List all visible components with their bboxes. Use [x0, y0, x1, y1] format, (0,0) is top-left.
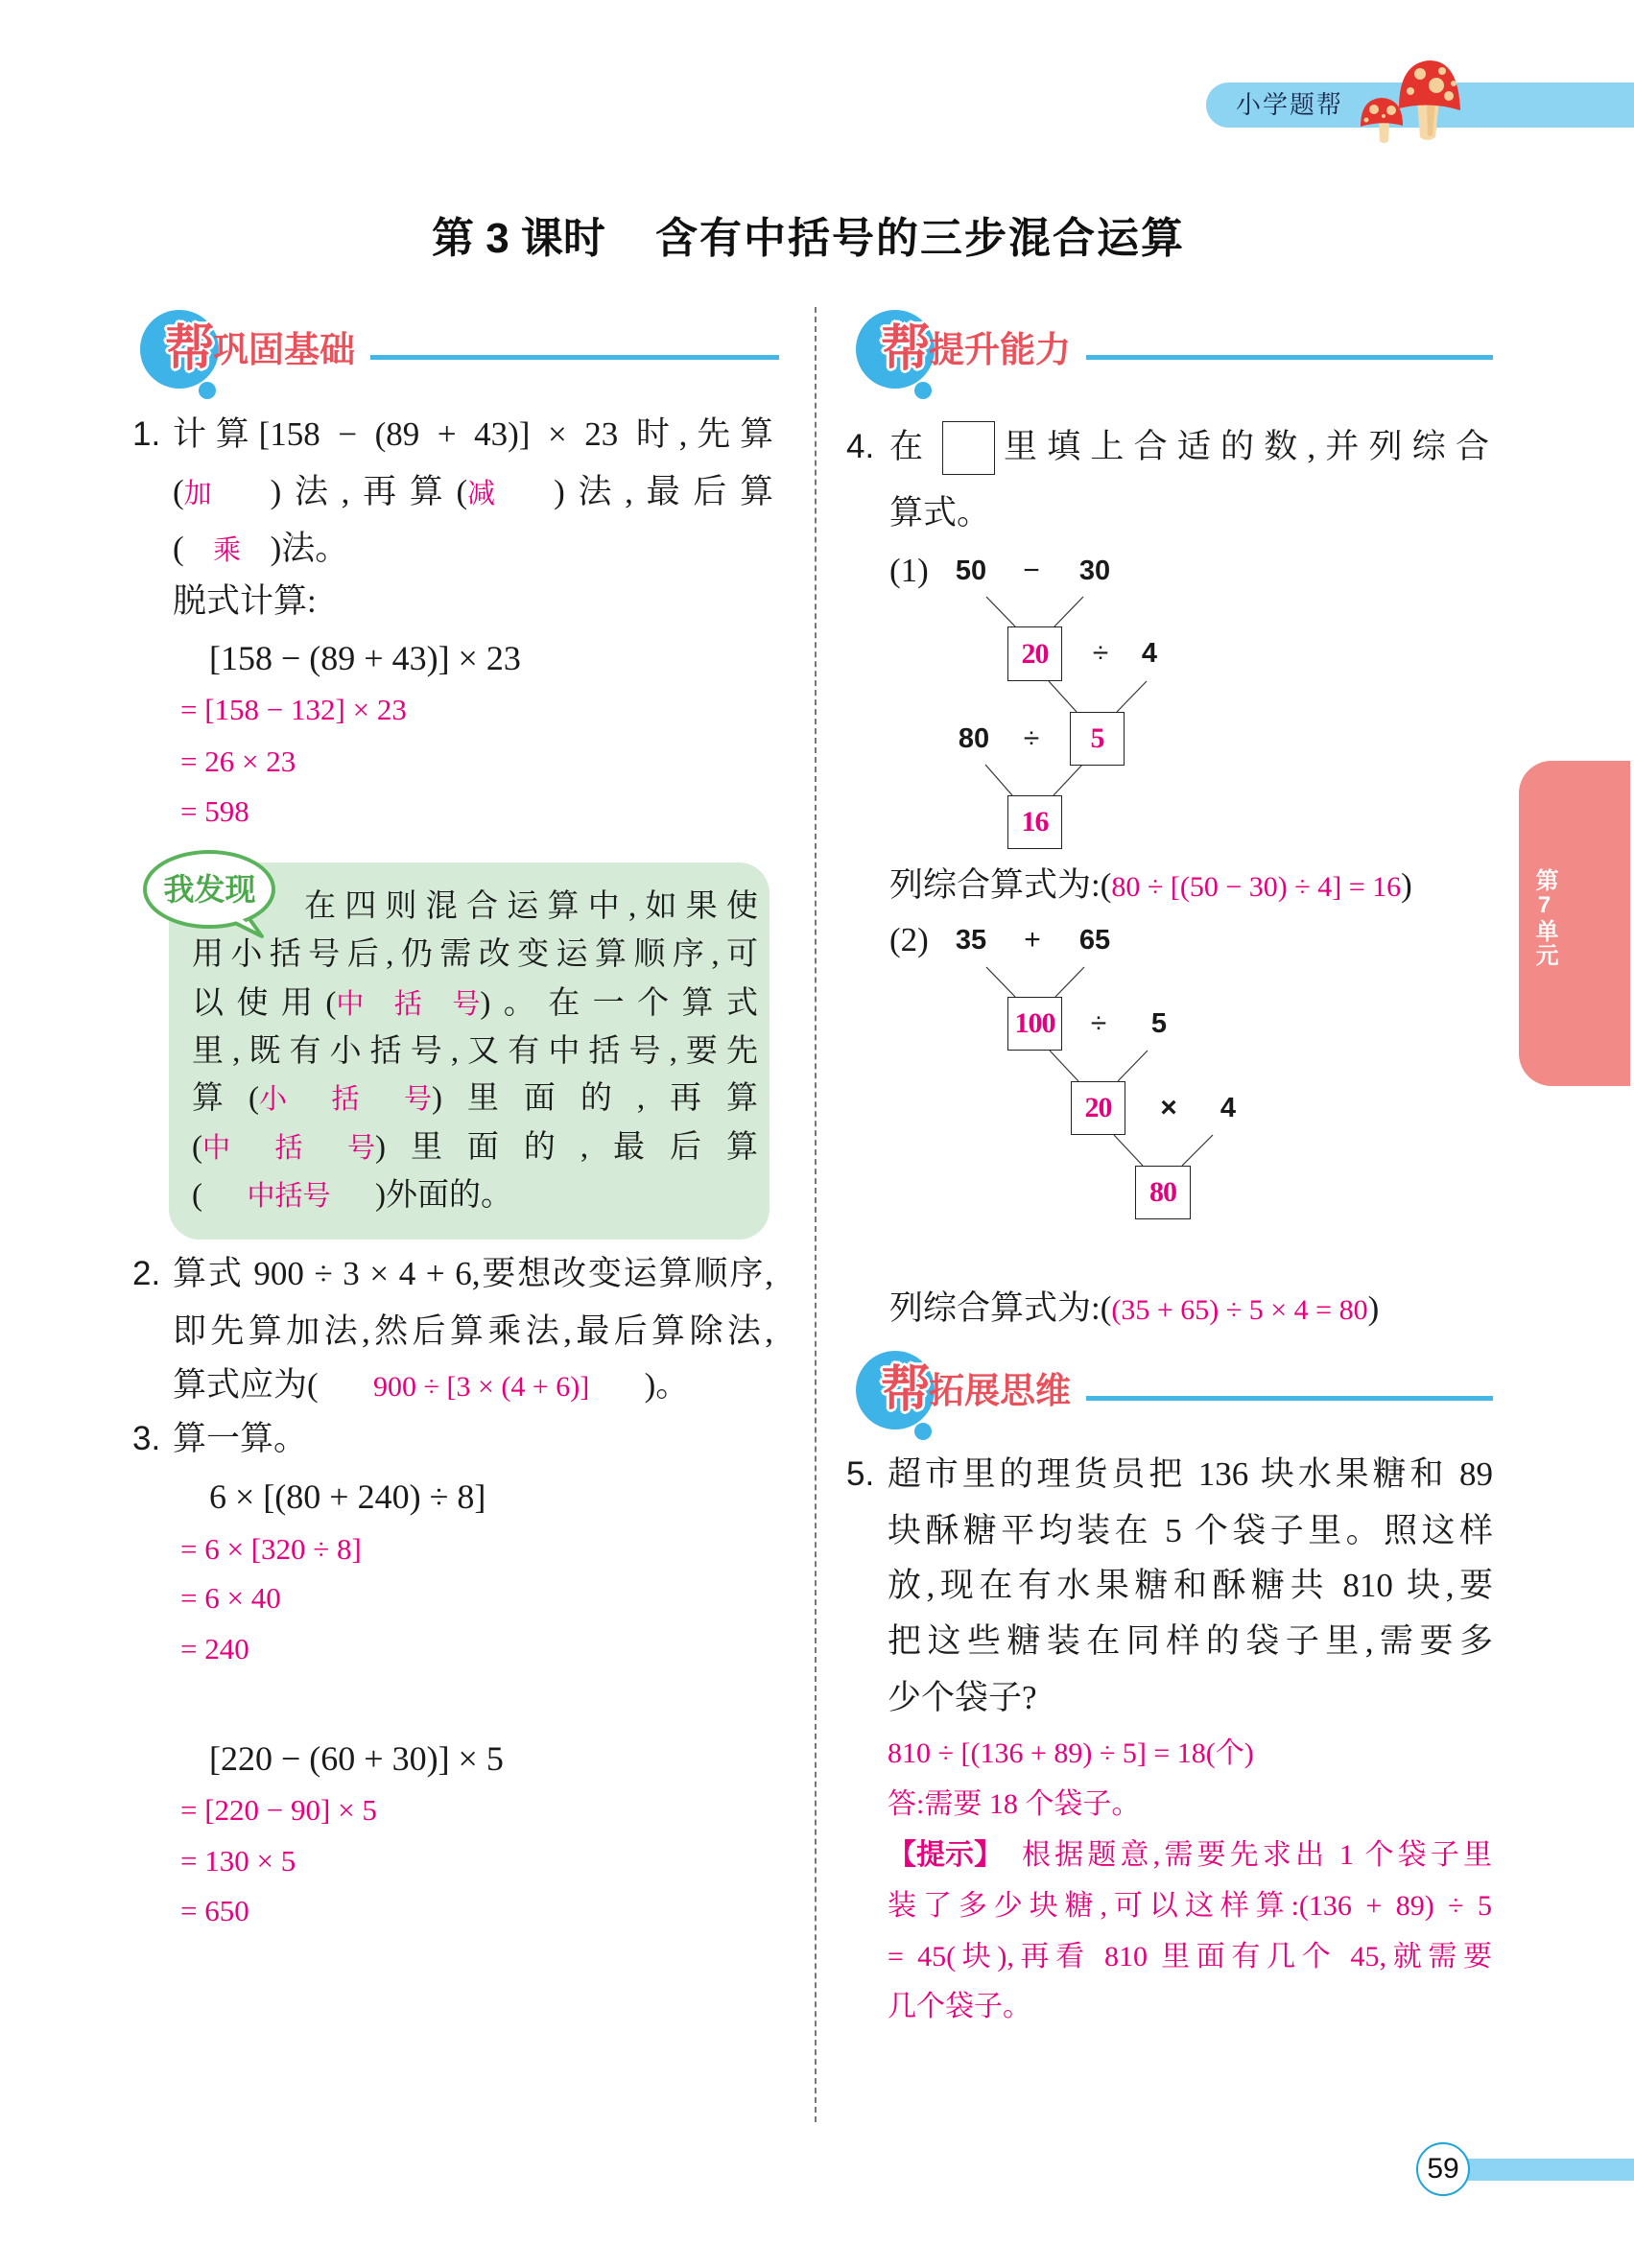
q4-part1-label: (1) [889, 552, 929, 589]
q3-step: = 6 × 40 [180, 1581, 281, 1615]
discovery-text: )里面的,最后算 [375, 1130, 758, 1165]
q3-title: 算一算。 [173, 1420, 308, 1457]
result-label: 列综合算式为:( [889, 866, 1112, 904]
q1-label: 脱式计算: [173, 582, 317, 620]
q5-hint-label: 【提示】 [888, 1839, 1003, 1871]
operand: 4 [1141, 638, 1158, 669]
q4-part1-result [889, 863, 1412, 908]
answer-box: 20 [1071, 1081, 1125, 1135]
q1-answer-multiply: 乘 [213, 535, 242, 566]
discovery-badge: 我发现 [163, 872, 256, 907]
section-title: 提升能力 [929, 330, 1071, 369]
q2-number: 2. [132, 1255, 161, 1292]
discovery-answer: 中括号 [336, 989, 481, 1020]
operand: 50 [955, 555, 987, 586]
answer-box: 100 [1007, 997, 1062, 1051]
q5-hint-line: 几个袋子。 [888, 1991, 1031, 2022]
q4-part2-result [889, 1287, 1379, 1331]
column-divider [815, 307, 817, 2122]
q3-step: = 240 [180, 1632, 249, 1666]
discovery-text: )里面的,再算 [431, 1081, 758, 1116]
q2-line3 [173, 1363, 689, 1407]
operator-divide: ÷ [1092, 637, 1109, 669]
section-rule [370, 355, 779, 360]
q1-line3 [173, 527, 348, 571]
result-answer: 80 ÷ [(50 − 30) ÷ 4] = 16 [1111, 871, 1402, 903]
discovery-line: 在四则混合运算中,如果使 [304, 889, 758, 924]
discovery-answer: 中括号 [247, 1181, 331, 1212]
discovery-line: 用小括号后,仍需改变运算顺序,可 [192, 937, 758, 972]
operator-divide: ÷ [1090, 1007, 1107, 1039]
q4-number: 4. [846, 428, 875, 465]
q2-line2: 即先算加法,然后算乘法,最后算除法, [173, 1312, 773, 1350]
operand: 80 [958, 723, 990, 754]
operator-divide: ÷ [1023, 722, 1040, 754]
discovery-text: ( [192, 1178, 202, 1213]
q1-answer-subtract: 减 [467, 479, 496, 509]
q5-hint-line: 装了多少块糖,可以这样算:(136 + 89) ÷ 5 [888, 1890, 1492, 1922]
operator-plus: + [1024, 924, 1041, 956]
section-badge: 帮 [881, 321, 932, 377]
answer-box: 20 [1007, 626, 1062, 681]
discovery-text: )外面的。 [375, 1178, 512, 1213]
section-header-basics [140, 310, 793, 402]
operand: 5 [1150, 1008, 1168, 1039]
q1-text: ( [173, 473, 184, 510]
q2-text: )。 [644, 1366, 690, 1404]
q1-text: )法。 [270, 530, 349, 567]
q5-line: 块酥糖平均装在 5 个袋子里。照这样 [888, 1512, 1493, 1549]
q1-line2 [173, 470, 773, 514]
discovery-text: 算( [192, 1081, 259, 1116]
result-close: ) [1367, 1289, 1380, 1327]
operator-multiply: × [1160, 1092, 1177, 1123]
mushroom-icon [1343, 53, 1478, 149]
q1-step: = 598 [180, 794, 249, 828]
result-close: ) [1401, 866, 1412, 904]
q5-line: 少个袋子? [888, 1679, 1037, 1716]
section-header-extend [856, 1351, 1508, 1443]
operand: 35 [955, 925, 987, 956]
q4-prompt-line2: 算式。 [889, 494, 991, 532]
page-number-bar [1458, 2159, 1634, 2181]
q2-line1: 算式 900 ÷ 3 × 4 + 6,要想改变运算顺序, [173, 1255, 773, 1292]
q5-line: 把这些糖装在同样的袋子里,需要多 [888, 1622, 1493, 1660]
discovery-line [192, 981, 758, 1026]
discovery-line: 里,既有小括号,又有中括号,要先 [192, 1034, 758, 1069]
discovery-answer: 中括号 [202, 1133, 375, 1164]
q3-step: = 6 × [320 ÷ 8] [180, 1532, 362, 1566]
q1-expression: [158 − (89 + 43)] × 23 [209, 639, 521, 677]
q5-hint-line: = 45(块),再看 810 里面有几个 45,就需要 [888, 1941, 1492, 1973]
q5-reply: 答:需要 18 个袋子。 [888, 1788, 1141, 1820]
q1-step: = 26 × 23 [180, 744, 296, 778]
q5-line: 放,现在有水果糖和酥糖共 810 块,要 [888, 1567, 1493, 1604]
page-number: 59 [1416, 2142, 1470, 2196]
q3-step: = 130 × 5 [180, 1844, 296, 1878]
lesson-number: 第 3 课时 [432, 215, 605, 262]
unit-tab-label: 第7单元 [1531, 868, 1557, 967]
discovery-text: )。在一个算式 [480, 986, 758, 1021]
q3-expression: [220 − (60 + 30)] × 5 [209, 1739, 504, 1778]
operand: 65 [1078, 925, 1111, 956]
section-badge: 帮 [881, 1362, 932, 1418]
answer-box: 16 [1007, 795, 1062, 849]
result-label: 列综合算式为:( [889, 1289, 1112, 1327]
q5-line: 超市里的理货员把 136 块水果糖和 89 [888, 1455, 1493, 1493]
discovery-text: 以使用( [192, 986, 337, 1021]
section-title: 巩固基础 [213, 330, 355, 369]
operand: 4 [1220, 1093, 1237, 1123]
q4-part2-label: (2) [889, 921, 929, 958]
q1-answer-add: 加 [183, 479, 212, 509]
page-title: 含有中括号的三步混合运算 [655, 215, 1185, 262]
discovery-line [192, 1173, 512, 1217]
q1-text: )法,再算( [270, 473, 468, 510]
result-answer: (35 + 65) ÷ 5 × 4 = 80 [1111, 1294, 1368, 1326]
section-title: 拓展思维 [929, 1371, 1071, 1410]
q5-hint-line: 根据题意,需要先求出 1 个袋子里 [1022, 1839, 1492, 1871]
section-badge: 帮 [165, 321, 216, 377]
unit-tab [1519, 761, 1630, 1086]
q4-blank-box [942, 421, 995, 475]
q3-step: = 650 [180, 1894, 249, 1927]
answer-box: 80 [1135, 1166, 1191, 1219]
q1-step: = [158 − 132] × 23 [180, 693, 407, 726]
q1-text: )法,最后算 [554, 473, 773, 510]
q4-prompt-post: 里填上合适的数,并列综合 [1004, 428, 1489, 465]
section-rule [1086, 1396, 1493, 1401]
discovery-line [192, 1076, 758, 1121]
discovery-line [192, 1125, 758, 1169]
q5-answer: 810 ÷ [(136 + 89) ÷ 5] = 18(个) [888, 1737, 1254, 1769]
operator-minus: − [1023, 555, 1040, 586]
section-rule [1086, 355, 1493, 360]
q2-answer: 900 ÷ [3 × (4 + 6)] [373, 1371, 590, 1403]
q3-expression: 6 × [(80 + 240) ÷ 8] [209, 1477, 486, 1516]
discovery-answer: 小括号 [258, 1084, 432, 1115]
discovery-text: ( [192, 1130, 202, 1165]
q1-text: ( [173, 530, 184, 567]
operand: 30 [1078, 555, 1111, 586]
section-header-improve [856, 310, 1508, 402]
q2-text: 算式应为( [173, 1366, 319, 1404]
q5-number: 5. [846, 1455, 875, 1493]
q3-number: 3. [132, 1420, 161, 1457]
brand-label: 小学题帮 [1236, 90, 1344, 119]
q1-number: 1. [132, 415, 161, 453]
q4-prompt-pre: 在 [889, 428, 924, 465]
answer-box: 5 [1070, 712, 1125, 766]
q3-step: = [220 − 90] × 5 [180, 1793, 377, 1827]
q1-line1: 计算[158 − (89 + 43)] × 23 时,先算 [173, 415, 773, 453]
